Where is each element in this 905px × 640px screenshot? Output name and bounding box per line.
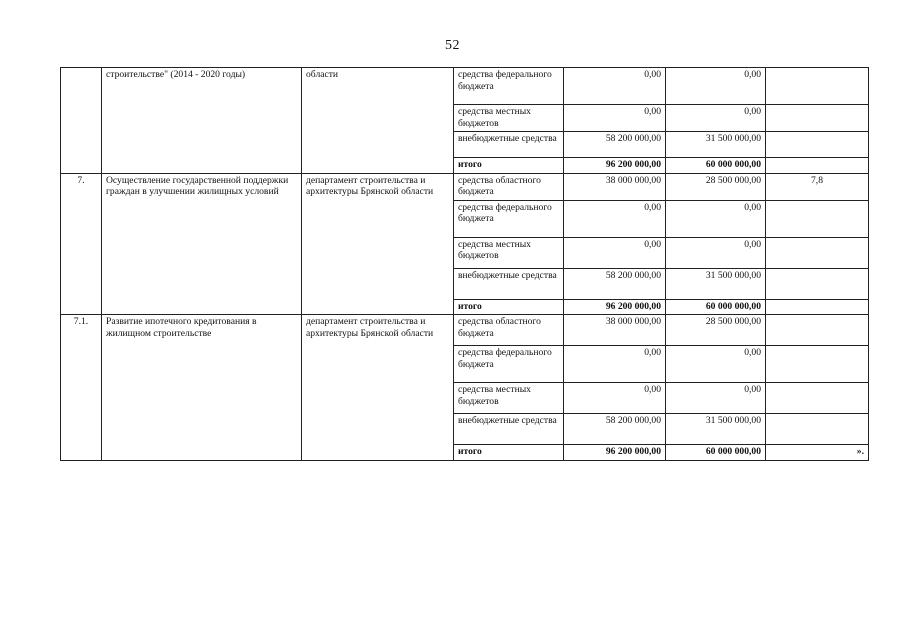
amount-2015: 0,00 — [666, 105, 766, 132]
amount-2015: 0,00 — [666, 383, 766, 414]
amount-2015: 31 500 000,00 — [666, 268, 766, 299]
amount-2015: 31 500 000,00 — [666, 132, 766, 158]
indicator-ref: 7,8 — [766, 173, 869, 200]
indicator-ref — [766, 414, 869, 445]
amount-2015: 60 000 000,00 — [666, 445, 766, 461]
closing-quote: ». — [766, 445, 869, 461]
funding-source: средства местных бюджетов — [454, 237, 564, 268]
amount-2014: 96 200 000,00 — [564, 158, 666, 174]
amount-2015: 0,00 — [666, 237, 766, 268]
amount-2014: 96 200 000,00 — [564, 445, 666, 461]
funding-source: итого — [454, 158, 564, 174]
amount-2014: 96 200 000,00 — [564, 299, 666, 315]
funding-source: внебюджетные средства — [454, 414, 564, 445]
funding-source: итого — [454, 445, 564, 461]
indicator-ref — [766, 299, 869, 315]
amount-2014: 38 000 000,00 — [564, 173, 666, 200]
executor-name: департамент строительства и архитектуры Брянской области — [302, 173, 454, 315]
item-name: строительстве" (2014 - 2020 годы) — [102, 68, 302, 174]
funding-source: внебюджетные средства — [454, 268, 564, 299]
amount-2014: 58 200 000,00 — [564, 414, 666, 445]
executor-name: области — [302, 68, 454, 174]
amount-2015: 28 500 000,00 — [666, 173, 766, 200]
funding-source: средства местных бюджетов — [454, 105, 564, 132]
item-name: Развитие ипотечного кредитования в жилищном строительстве — [102, 315, 302, 461]
indicator-ref — [766, 315, 869, 346]
amount-2014: 0,00 — [564, 237, 666, 268]
amount-2015: 28 500 000,00 — [666, 315, 766, 346]
amount-2015: 31 500 000,00 — [666, 414, 766, 445]
table-row — [61, 68, 869, 105]
table-row — [61, 173, 869, 200]
amount-2015: 0,00 — [666, 68, 766, 105]
indicator-ref — [766, 200, 869, 237]
funding-source: средства областного бюджета — [454, 315, 564, 346]
amount-2014: 0,00 — [564, 346, 666, 383]
executor-name: департамент строительства и архитектуры Брянской области — [302, 315, 454, 461]
indicator-ref — [766, 68, 869, 105]
indicator-ref — [766, 132, 869, 158]
funding-source: средства местных бюджетов — [454, 383, 564, 414]
funding-source: внебюджетные средства — [454, 132, 564, 158]
item-number — [61, 68, 102, 174]
item-number: 7.1. — [61, 315, 102, 461]
amount-2015: 0,00 — [666, 346, 766, 383]
funding-source: средства федерального бюджета — [454, 346, 564, 383]
amount-2014: 0,00 — [564, 383, 666, 414]
amount-2014: 58 200 000,00 — [564, 268, 666, 299]
item-number: 7. — [61, 173, 102, 315]
indicator-ref — [766, 158, 869, 174]
amount-2014: 0,00 — [564, 200, 666, 237]
indicator-ref — [766, 346, 869, 383]
indicator-ref — [766, 268, 869, 299]
program-funding-table — [60, 67, 869, 461]
page-number: 52 — [445, 38, 460, 53]
amount-2015: 60 000 000,00 — [666, 299, 766, 315]
amount-2014: 38 000 000,00 — [564, 315, 666, 346]
funding-source: средства федерального бюджета — [454, 200, 564, 237]
funding-source: средства федерального бюджета — [454, 68, 564, 105]
amount-2014: 0,00 — [564, 105, 666, 132]
funding-source: средства областного бюджета — [454, 173, 564, 200]
indicator-ref — [766, 237, 869, 268]
amount-2014: 58 200 000,00 — [564, 132, 666, 158]
indicator-ref — [766, 105, 869, 132]
funding-source: итого — [454, 299, 564, 315]
amount-2015: 0,00 — [666, 200, 766, 237]
table-row — [61, 315, 869, 346]
amount-2014: 0,00 — [564, 68, 666, 105]
item-name: Осуществление государственной поддержки граждан в улучшении жилищных условий — [102, 173, 302, 315]
indicator-ref — [766, 383, 869, 414]
amount-2015: 60 000 000,00 — [666, 158, 766, 174]
